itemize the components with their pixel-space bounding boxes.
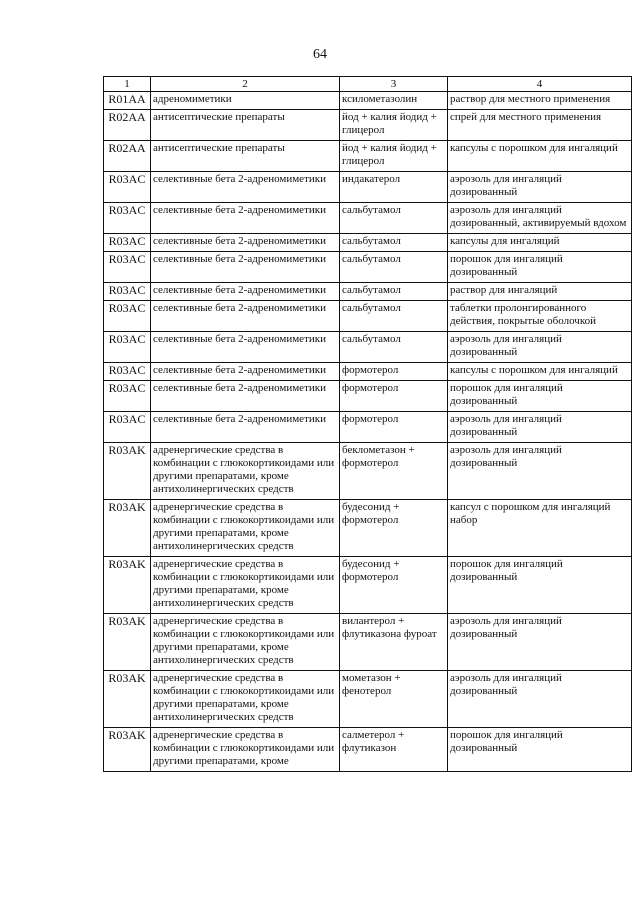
- pharmacological-group-cell: селективные бета 2-адреномиметики: [151, 203, 340, 234]
- substance-cell: формотерол: [340, 412, 448, 443]
- substance-cell: йод + калия йодид + глицерол: [340, 110, 448, 141]
- atc-code-cell: R03AK: [104, 728, 151, 772]
- dosage-form-cell: порошок для ингаляций дозированный: [448, 557, 632, 614]
- table-row: [104, 301, 632, 332]
- substance-cell: сальбутамол: [340, 252, 448, 283]
- pharmacological-group-cell: селективные бета 2-адреномиметики: [151, 381, 340, 412]
- substance-cell: ксилометазолин: [340, 92, 448, 110]
- substance-cell: беклометазон + формотерол: [340, 443, 448, 500]
- column-header: 3: [340, 77, 448, 92]
- table-header-row: [104, 77, 632, 92]
- dosage-form-cell: раствор для местного применения: [448, 92, 632, 110]
- substance-cell: сальбутамол: [340, 332, 448, 363]
- substance-cell: салметерол + флутиказон: [340, 728, 448, 772]
- table-row: [104, 500, 632, 557]
- substance-cell: сальбутамол: [340, 234, 448, 252]
- table-row: [104, 234, 632, 252]
- pharmacological-group-cell: селективные бета 2-адреномиметики: [151, 332, 340, 363]
- table-row: [104, 614, 632, 671]
- atc-code-cell: R03AK: [104, 557, 151, 614]
- pharmacological-group-cell: селективные бета 2-адреномиметики: [151, 412, 340, 443]
- substance-cell: будесонид + формотерол: [340, 500, 448, 557]
- atc-code-cell: R03AK: [104, 614, 151, 671]
- pharmacological-group-cell: адренергические средства в комбинации с глюкокортикоидами или другими препаратами, кроме антихолинергических средств: [151, 500, 340, 557]
- table-row: [104, 283, 632, 301]
- pharmacological-group-cell: антисептические препараты: [151, 110, 340, 141]
- dosage-form-cell: аэрозоль для ингаляций дозированный: [448, 332, 632, 363]
- pharmacological-group-cell: селективные бета 2-адреномиметики: [151, 172, 340, 203]
- table-row: [104, 203, 632, 234]
- atc-code-cell: R03AC: [104, 363, 151, 381]
- dosage-form-cell: капсулы с порошком для ингаляций: [448, 363, 632, 381]
- table-row: [104, 332, 632, 363]
- dosage-form-cell: аэрозоль для ингаляций дозированный: [448, 443, 632, 500]
- dosage-form-cell: аэрозоль для ингаляций дозированный: [448, 412, 632, 443]
- dosage-form-cell: порошок для ингаляций дозированный: [448, 381, 632, 412]
- substance-cell: индакатерол: [340, 172, 448, 203]
- pharmacological-group-cell: селективные бета 2-адреномиметики: [151, 363, 340, 381]
- dosage-form-cell: аэрозоль для ингаляций дозированный: [448, 671, 632, 728]
- substance-cell: сальбутамол: [340, 283, 448, 301]
- page-number: 64: [313, 47, 327, 62]
- table-row: [104, 728, 632, 772]
- table-row: [104, 671, 632, 728]
- atc-code-cell: R03AK: [104, 443, 151, 500]
- dosage-form-cell: капсул с порошком для ингаляций набор: [448, 500, 632, 557]
- table-row: [104, 363, 632, 381]
- dosage-form-cell: аэрозоль для ингаляций дозированный, активируемый вдохом: [448, 203, 632, 234]
- table-row: [104, 557, 632, 614]
- table-row: [104, 252, 632, 283]
- table-row: [104, 92, 632, 110]
- atc-code-cell: R03AC: [104, 283, 151, 301]
- drug-table: [103, 76, 632, 772]
- substance-cell: формотерол: [340, 381, 448, 412]
- table-row: [104, 110, 632, 141]
- pharmacological-group-cell: антисептические препараты: [151, 141, 340, 172]
- substance-cell: формотерол: [340, 363, 448, 381]
- dosage-form-cell: капсулы для ингаляций: [448, 234, 632, 252]
- substance-cell: будесонид + формотерол: [340, 557, 448, 614]
- dosage-form-cell: таблетки пролонгированного действия, покрытые оболочкой: [448, 301, 632, 332]
- atc-code-cell: R02AA: [104, 141, 151, 172]
- atc-code-cell: R03AC: [104, 332, 151, 363]
- atc-code-cell: R03AC: [104, 252, 151, 283]
- atc-code-cell: R03AC: [104, 172, 151, 203]
- substance-cell: мометазон + фенотерол: [340, 671, 448, 728]
- pharmacological-group-cell: селективные бета 2-адреномиметики: [151, 301, 340, 332]
- atc-code-cell: R03AK: [104, 671, 151, 728]
- atc-code-cell: R03AC: [104, 203, 151, 234]
- column-header: 2: [151, 77, 340, 92]
- table-body: [104, 92, 632, 772]
- pharmacological-group-cell: адренергические средства в комбинации с глюкокортикоидами или другими препаратами, кроме антихолинергических средств: [151, 443, 340, 500]
- dosage-form-cell: порошок для ингаляций дозированный: [448, 728, 632, 772]
- column-header: 1: [104, 77, 151, 92]
- atc-code-cell: R03AC: [104, 234, 151, 252]
- atc-code-cell: R03AK: [104, 500, 151, 557]
- pharmacological-group-cell: адренергические средства в комбинации с глюкокортикоидами или другими препаратами, кроме антихолинергических средств: [151, 557, 340, 614]
- atc-code-cell: R03AC: [104, 301, 151, 332]
- substance-cell: сальбутамол: [340, 203, 448, 234]
- dosage-form-cell: аэрозоль для ингаляций дозированный: [448, 614, 632, 671]
- dosage-form-cell: раствор для ингаляций: [448, 283, 632, 301]
- table-row: [104, 172, 632, 203]
- pharmacological-group-cell: адреномиметики: [151, 92, 340, 110]
- substance-cell: вилантерол + флутиказона фуроат: [340, 614, 448, 671]
- pharmacological-group-cell: селективные бета 2-адреномиметики: [151, 283, 340, 301]
- table-row: [104, 412, 632, 443]
- atc-code-cell: R01AA: [104, 92, 151, 110]
- pharmacological-group-cell: селективные бета 2-адреномиметики: [151, 234, 340, 252]
- atc-code-cell: R02AA: [104, 110, 151, 141]
- atc-code-cell: R03AC: [104, 381, 151, 412]
- dosage-form-cell: спрей для местного применения: [448, 110, 632, 141]
- table-row: [104, 381, 632, 412]
- dosage-form-cell: капсулы с порошком для ингаляций: [448, 141, 632, 172]
- dosage-form-cell: аэрозоль для ингаляций дозированный: [448, 172, 632, 203]
- dosage-form-cell: порошок для ингаляций дозированный: [448, 252, 632, 283]
- atc-code-cell: R03AC: [104, 412, 151, 443]
- table-row: [104, 141, 632, 172]
- pharmacological-group-cell: селективные бета 2-адреномиметики: [151, 252, 340, 283]
- column-header: 4: [448, 77, 632, 92]
- table-row: [104, 443, 632, 500]
- pharmacological-group-cell: адренергические средства в комбинации с глюкокортикоидами или другими препаратами, кроме: [151, 728, 340, 772]
- pharmacological-group-cell: адренергические средства в комбинации с глюкокортикоидами или другими препаратами, кроме антихолинергических средств: [151, 614, 340, 671]
- substance-cell: сальбутамол: [340, 301, 448, 332]
- substance-cell: йод + калия йодид + глицерол: [340, 141, 448, 172]
- pharmacological-group-cell: адренергические средства в комбинации с глюкокортикоидами или другими препаратами, кроме антихолинергических средств: [151, 671, 340, 728]
